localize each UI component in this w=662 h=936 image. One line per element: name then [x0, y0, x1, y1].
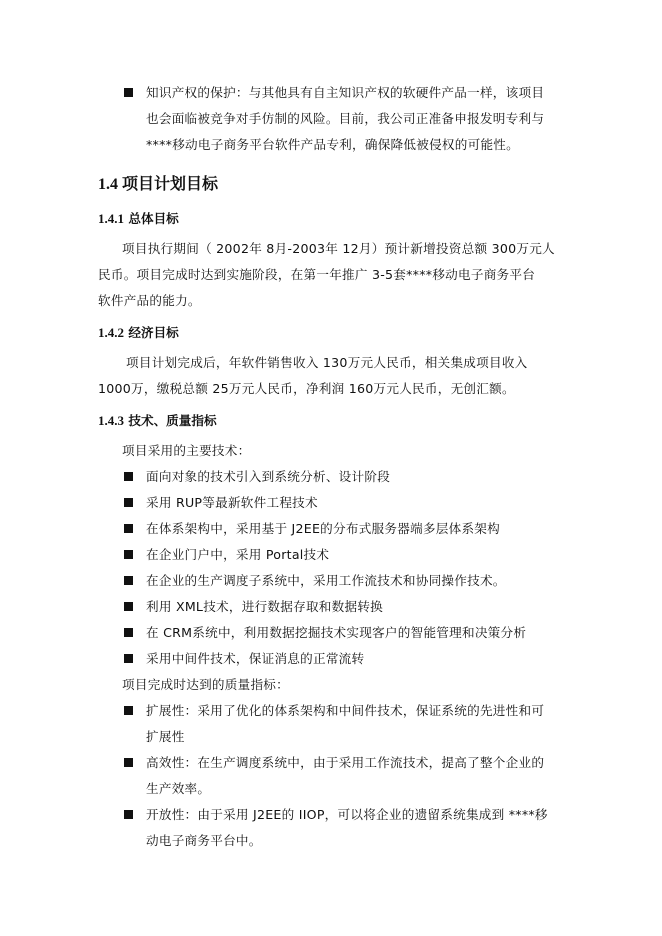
subsection-141-title: 总体目标	[128, 211, 179, 226]
bullet-icon	[124, 628, 133, 637]
bullet-icon	[124, 654, 133, 663]
tech-intro: 项目采用的主要技术：	[122, 443, 251, 458]
tech-item: 采用中间件技术，保证消息的正常流转	[146, 651, 365, 666]
bullet-icon	[124, 88, 133, 97]
section-number: 1.4	[98, 176, 118, 193]
ip-item-line-1: 知识产权的保护：与其他具有自主知识产权的软硬件产品一样，该项目	[146, 85, 545, 100]
subsection-141-heading	[98, 208, 179, 227]
quality-item-line-2: 动电子商务平台中。	[146, 833, 262, 848]
s141-line-2: 民币。项目完成时达到实施阶段，在第一年推广 3-5套****移动电子商务平台	[98, 267, 536, 282]
tech-item: 利用 XML技术，进行数据存取和数据转换	[146, 599, 384, 614]
tech-item: 在体系架构中，采用基于 J2EE的分布式服务器端多层体系架构	[146, 521, 500, 536]
tech-item: 在企业的生产调度子系统中，采用工作流技术和协同操作技术。	[146, 573, 506, 588]
quality-item-line-2: 生产效率。	[146, 781, 211, 796]
tech-item: 在企业门户中，采用 Portal技术	[146, 547, 330, 562]
quality-item-line-1: 高效性：在生产调度系统中，由于采用工作流技术，提高了整个企业的	[146, 755, 545, 770]
s142-line-1: 项目计划完成后，年软件销售收入 130万元人民币，相关集成项目收入	[126, 355, 528, 370]
quality-item-line-1: 开放性：由于采用 J2EE的 IIOP，可以将企业的遗留系统集成到 ****移	[146, 807, 548, 822]
bullet-icon	[124, 550, 133, 559]
subsection-142-number: 1.4.2	[98, 325, 124, 340]
tech-item: 采用 RUP等最新软件工程技术	[146, 495, 318, 510]
bullet-icon	[124, 472, 133, 481]
ip-item-line-2: 也会面临被竞争对手仿制的风险。目前，我公司正准备申报发明专利与	[146, 111, 545, 126]
quality-intro: 项目完成时达到的质量指标：	[122, 677, 289, 692]
bullet-icon	[124, 498, 133, 507]
bullet-icon	[124, 524, 133, 533]
tech-item: 面向对象的技术引入到系统分析、设计阶段	[146, 469, 391, 484]
bullet-icon	[124, 576, 133, 585]
quality-item-line-2: 扩展性	[146, 729, 185, 744]
section-title: 项目计划目标	[122, 174, 219, 193]
bullet-icon	[124, 602, 133, 611]
ip-item-line-3: ****移动电子商务平台软件产品专利，确保降低被侵权的可能性。	[146, 137, 519, 152]
subsection-143-heading	[98, 410, 217, 429]
bullet-icon	[124, 706, 133, 715]
subsection-141-number: 1.4.1	[98, 211, 124, 226]
tech-item: 在 CRM系统中，利用数据挖掘技术实现客户的智能管理和决策分析	[146, 625, 527, 640]
bullet-icon	[124, 810, 133, 819]
subsection-143-title: 技术、质量指标	[128, 413, 217, 428]
s142-line-2: 1000万，缴税总额 25万元人民币，净利润 160万元人民币，无创汇额。	[98, 381, 515, 396]
section-heading	[98, 171, 218, 194]
s141-line-1: 项目执行期间（ 2002年 8月-2003年 12月）预计新增投资总额 300万元人	[122, 241, 555, 256]
s141-line-3: 软件产品的能力。	[98, 293, 201, 308]
subsection-142-title: 经济目标	[128, 325, 179, 340]
quality-item-line-1: 扩展性：采用了优化的体系架构和中间件技术，保证系统的先进性和可	[146, 703, 545, 718]
subsection-142-heading	[98, 322, 179, 341]
bullet-icon	[124, 758, 133, 767]
subsection-143-number: 1.4.3	[98, 413, 124, 428]
